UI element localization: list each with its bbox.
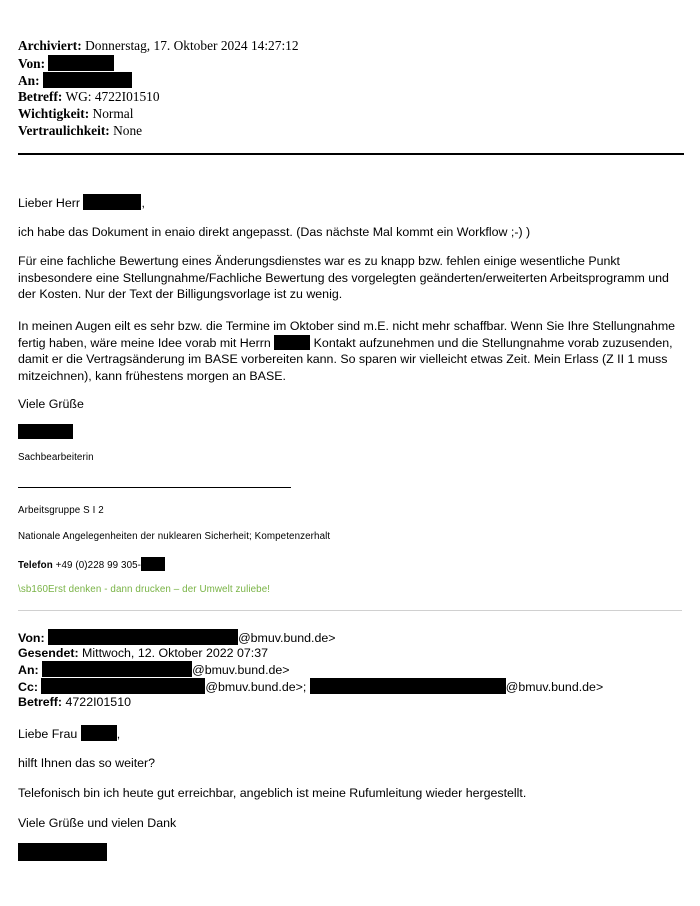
confidentiality-label: Vertraulichkeit: xyxy=(18,123,110,138)
fwd-from-label: Von: xyxy=(18,631,45,645)
signature-role: Sachbearbeiterin xyxy=(18,452,94,463)
forward-divider xyxy=(18,610,682,611)
body-paragraph-1: ich habe das Dokument in enaio direkt angepasst. (Das nächste Mal kommt ein Workflow ;-) ) xyxy=(18,225,531,239)
greeting-suffix: , xyxy=(141,196,145,210)
fwd-greeting xyxy=(18,725,686,743)
signature-department: Nationale Angelegenheiten der nuklearen Sicherheit; Kompetenzerhalt xyxy=(18,531,331,542)
redaction-fwd-to xyxy=(42,661,192,677)
redaction-phone-extension xyxy=(141,557,165,571)
redaction-greeting-name xyxy=(83,194,141,210)
importance-value: Normal xyxy=(92,106,134,121)
fwd-from-domain: @bmuv.bund.de> xyxy=(238,631,336,645)
redaction-signature-name xyxy=(18,424,73,439)
from-line xyxy=(18,55,114,72)
subject-line xyxy=(18,89,160,105)
redaction-from xyxy=(48,55,114,71)
fwd-sent-label: Gesendet: xyxy=(18,646,79,660)
phone-value: +49 (0)228 99 305- xyxy=(55,560,142,571)
fwd-paragraph-2: Telefonisch bin ich heute gut erreichbar, angeblich ist meine Rufumleitung wieder hergestellt. xyxy=(18,786,527,800)
redaction-herrn-name xyxy=(274,335,310,350)
fwd-subject-value: 4722I01510 xyxy=(65,695,131,709)
to-label: An: xyxy=(18,73,40,88)
signature-divider xyxy=(18,487,291,488)
confidentiality-line xyxy=(18,123,142,139)
body-paragraph-3-part-b: Kontakt aufzunehmen und die Stellungnahme vorab zuzusenden, damit er die Vertragsänderung im BASE vorbereiten kann. So sparen wir vielleicht etwas Zeit. Mein Erlass (Z II 1 muss mitzeichnen), kann frühestens morgen an BASE. xyxy=(18,335,673,383)
fwd-to-line xyxy=(18,661,290,678)
subject-value: WG: 4722I01510 xyxy=(65,89,160,104)
fwd-greeting-prefix: Liebe Frau xyxy=(18,727,78,741)
fwd-paragraph-1: hilft Ihnen das so weiter? xyxy=(18,756,156,770)
fwd-from-line xyxy=(18,629,336,646)
fwd-cc-domain-1: @bmuv.bund.de>; xyxy=(205,680,307,694)
fwd-sent-line xyxy=(18,645,268,661)
phone-label: Telefon xyxy=(18,560,53,571)
fwd-to-label: An: xyxy=(18,663,39,677)
importance-label: Wichtigkeit: xyxy=(18,106,90,121)
eco-note: \sb160Erst denken - dann drucken – der Umwelt zuliebe! xyxy=(18,584,271,595)
fwd-cc-label: Cc: xyxy=(18,680,38,694)
fwd-to-domain: @bmuv.bund.de> xyxy=(192,663,290,677)
fwd-cc-domain-2: @bmuv.bund.de> xyxy=(505,680,604,694)
fwd-sent-value: Mittwoch, 12. Oktober 2022 07:37 xyxy=(82,646,269,660)
closing: Viele Grüße xyxy=(18,397,84,411)
fwd-subject-line xyxy=(18,694,131,710)
to-line xyxy=(18,72,132,89)
redaction-fwd-signature xyxy=(18,843,107,861)
archived-value: Donnerstag, 17. Oktober 2024 14:27:12 xyxy=(85,38,299,53)
greeting xyxy=(18,194,686,212)
fwd-subject-label: Betreff: xyxy=(18,695,63,709)
greeting-prefix: Lieber Herr xyxy=(18,196,80,210)
signature-group: Arbeitsgruppe S I 2 xyxy=(18,505,104,516)
archived-label: Archiviert: xyxy=(18,38,82,53)
fwd-cc-line xyxy=(18,678,603,695)
confidentiality-value: None xyxy=(113,123,143,138)
body-paragraph-3 xyxy=(18,318,686,384)
redaction-to xyxy=(43,72,132,88)
body-paragraph-2: Für eine fachliche Bewertung eines Änderungsdienstes war es zu knapp bzw. fehlen einige wesentliche Punkt insbesondere eine Stellungnahme/Fachliche Bewertung des vorgelegten geänderten/erweiterten Arbeitsprogramm und der Kosten. Nur der Text der Billigungsvorlage ist zu wenig. xyxy=(18,254,669,301)
signature-phone xyxy=(18,557,165,572)
header-divider xyxy=(18,153,684,155)
redaction-fwd-greeting-name xyxy=(81,725,117,741)
redaction-fwd-cc-1 xyxy=(41,678,205,694)
redaction-fwd-from xyxy=(48,629,238,645)
subject-label: Betreff: xyxy=(18,89,63,104)
fwd-greeting-suffix: , xyxy=(116,727,121,741)
fwd-closing: Viele Grüße und vielen Dank xyxy=(18,816,177,830)
redaction-fwd-cc-2 xyxy=(310,678,506,694)
from-label: Von: xyxy=(18,56,46,71)
archived-line xyxy=(18,38,299,54)
importance-line xyxy=(18,106,133,122)
body-paragraph-3-part-a: In meinen Augen eilt es sehr bzw. die Termine im Oktober sind m.E. nicht mehr schaffbar. Wenn Sie Ihre Stellungnahme fertig haben, wäre meine Idee vorab mit Herrn xyxy=(18,319,676,350)
